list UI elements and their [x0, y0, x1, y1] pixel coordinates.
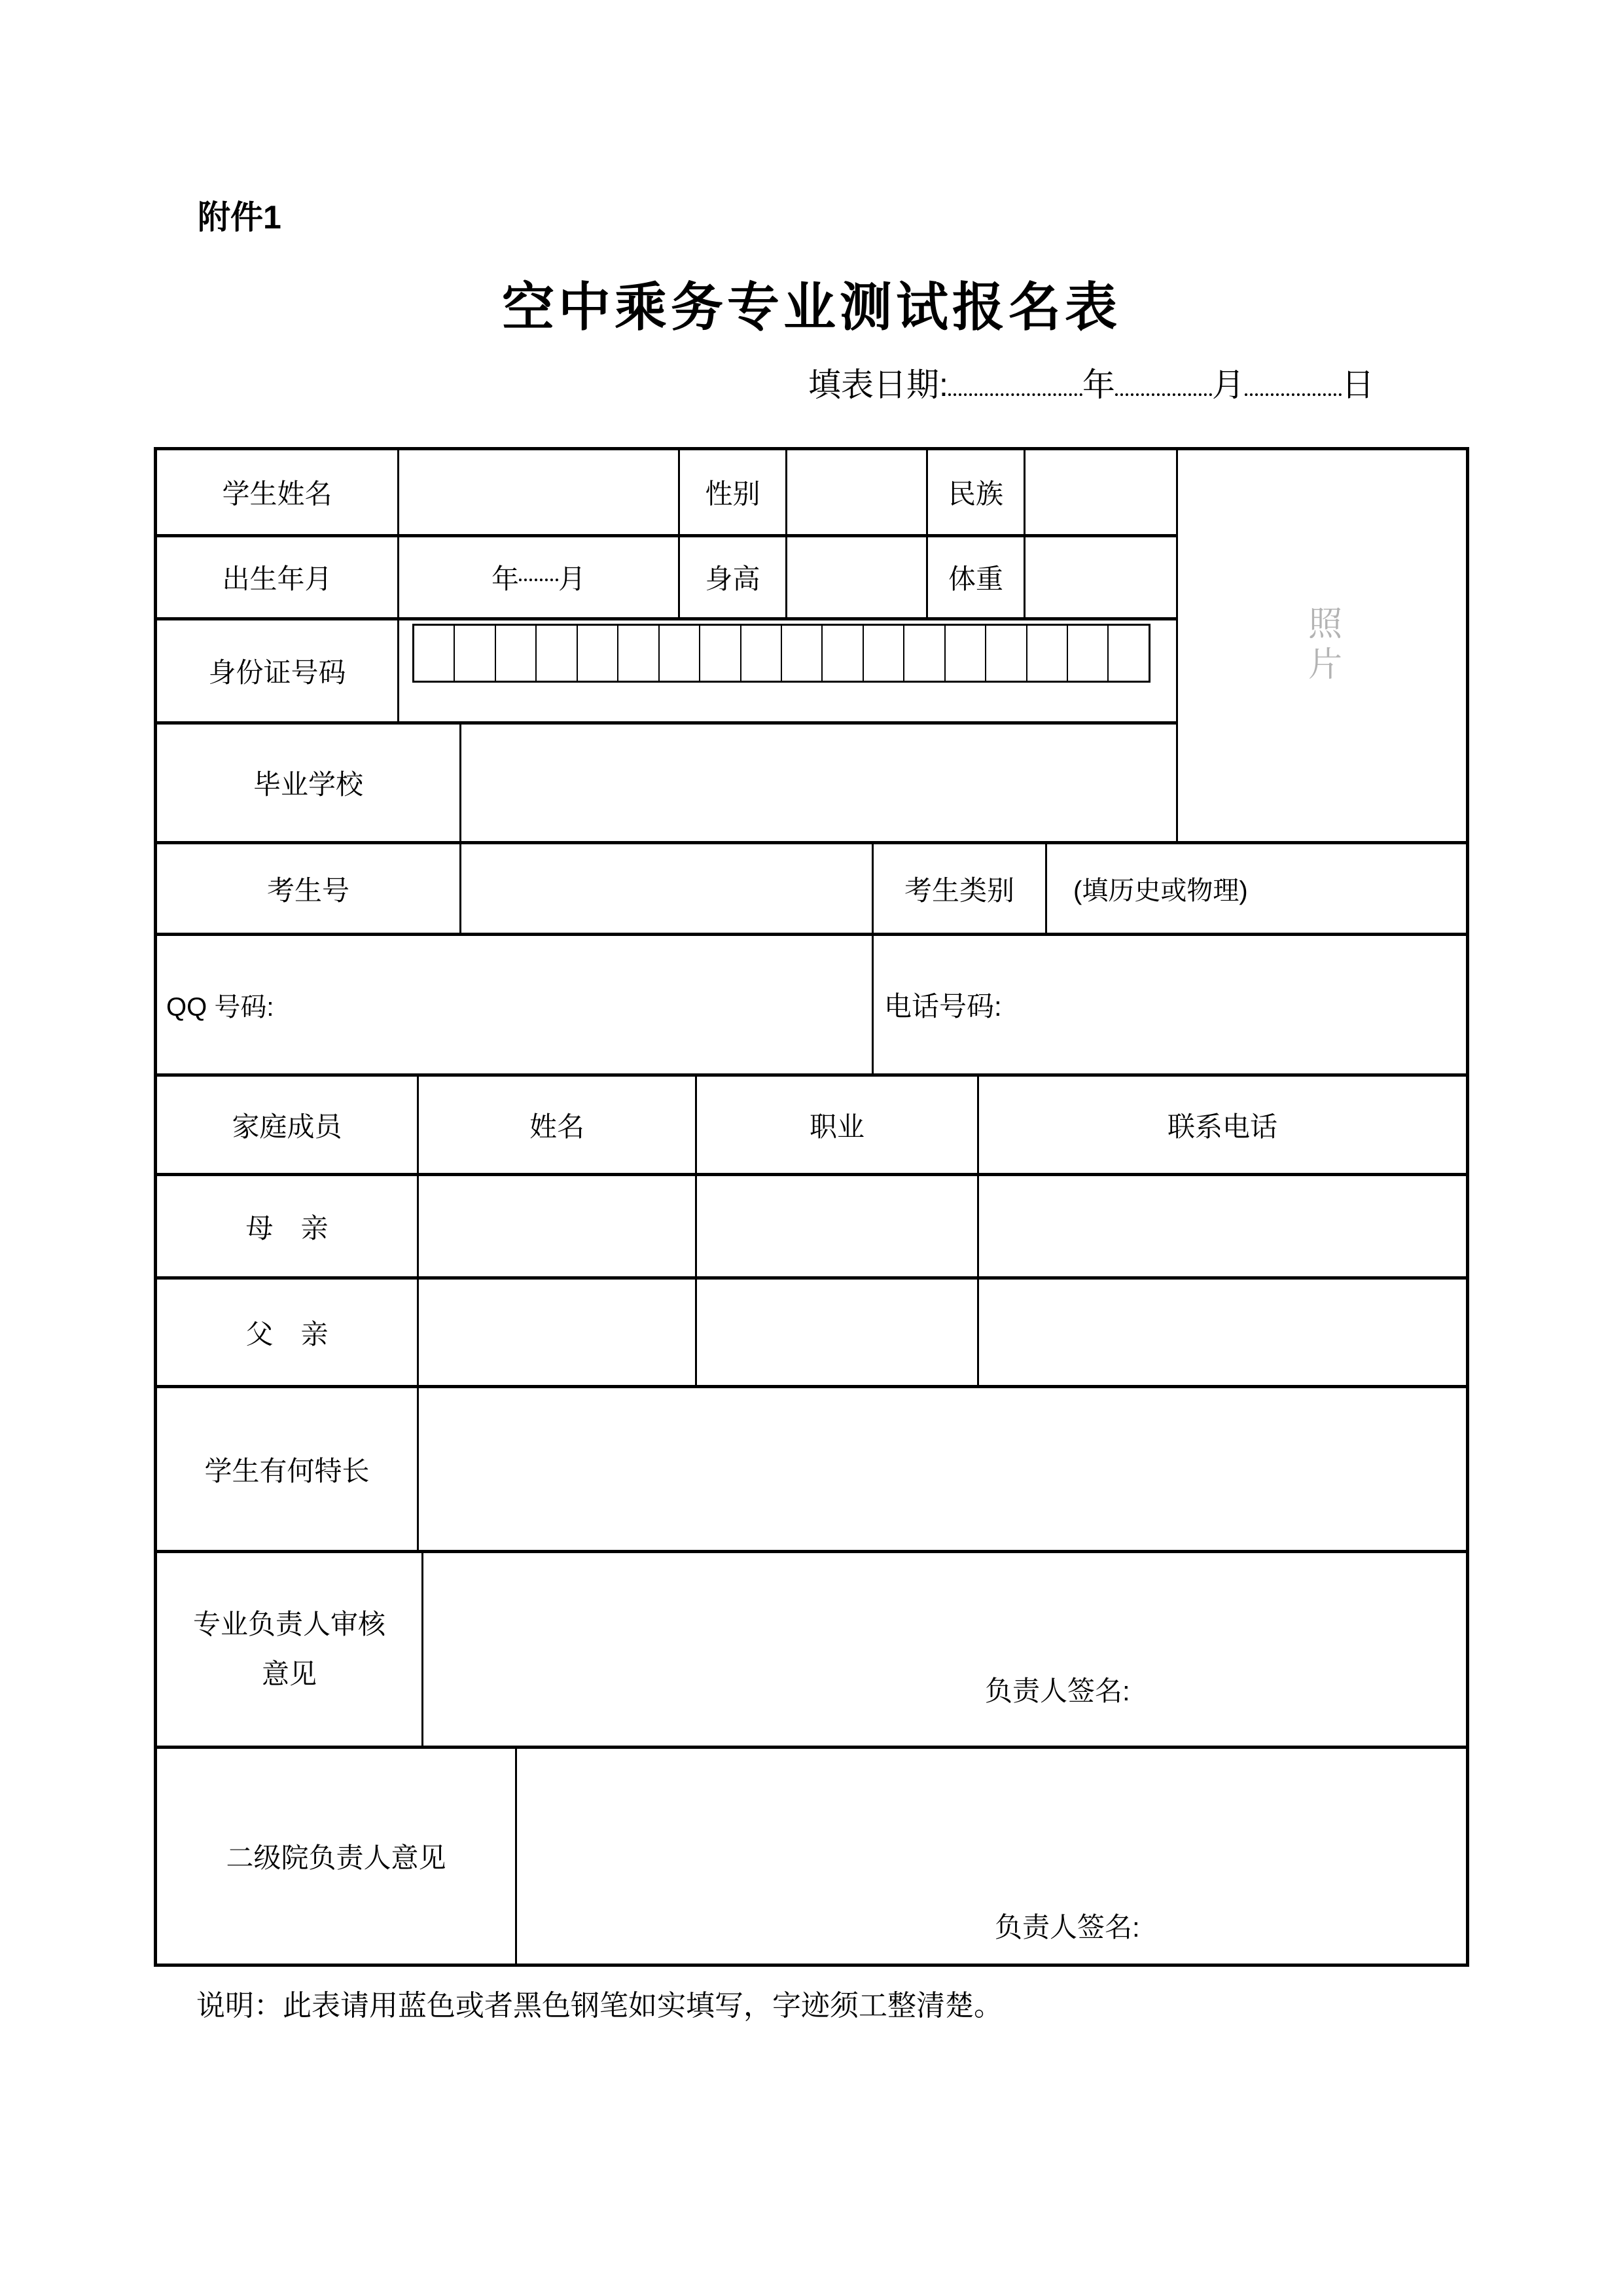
- gender-label: 性别: [680, 450, 787, 534]
- row-specialty: [157, 1388, 1466, 1553]
- row-major-review: [157, 1553, 1466, 1749]
- mother-occupation-input[interactable]: [697, 1176, 979, 1276]
- date-day-blank[interactable]: [1245, 388, 1342, 396]
- id-digit-box[interactable]: [414, 626, 455, 681]
- student-name-input[interactable]: [399, 450, 680, 534]
- date-prefix-label: 填表日期:: [808, 367, 948, 403]
- id-digit-box[interactable]: [782, 626, 823, 681]
- family-member-header: 家庭成员: [157, 1077, 419, 1173]
- candidate-type-input[interactable]: [1047, 844, 1466, 933]
- date-day-label: 日: [1341, 367, 1374, 403]
- mother-name-input[interactable]: [419, 1176, 697, 1276]
- birth-date-input[interactable]: [399, 537, 680, 617]
- birth-date-label: 出生年月: [157, 537, 399, 617]
- id-digit-box[interactable]: [904, 626, 945, 681]
- date-month-blank[interactable]: [1115, 388, 1212, 396]
- page-title: 空中乘务专业测试报名表: [502, 278, 1121, 336]
- major-review-label-line1: 专业负责人审核: [192, 1609, 385, 1640]
- birth-month-label: 月: [558, 563, 586, 594]
- major-review-label: [157, 1553, 423, 1746]
- phone-input[interactable]: [874, 936, 1466, 1073]
- id-digit-box[interactable]: [496, 626, 537, 681]
- top-left-rows: [157, 450, 1176, 841]
- date-line: [808, 359, 1374, 406]
- date-year-label: 年: [1082, 367, 1115, 403]
- mother-phone-input[interactable]: [979, 1176, 1466, 1276]
- date-year-blank[interactable]: [948, 388, 1082, 396]
- occupation-header: 职业: [697, 1077, 979, 1173]
- id-digit-box[interactable]: [946, 626, 986, 681]
- birth-blank[interactable]: [519, 573, 558, 581]
- id-number-label: 身份证号码: [157, 620, 399, 721]
- weight-label: 体重: [928, 537, 1026, 617]
- row-student-name: [157, 450, 1176, 537]
- id-digit-box[interactable]: [1068, 626, 1109, 681]
- id-digit-box[interactable]: [741, 626, 782, 681]
- birth-year-label: 年: [491, 563, 519, 594]
- row-contact: [157, 936, 1466, 1077]
- qq-input[interactable]: [157, 936, 874, 1073]
- id-digit-box[interactable]: [455, 626, 495, 681]
- id-digit-box[interactable]: [823, 626, 863, 681]
- height-label: 身高: [680, 537, 787, 617]
- id-digit-box[interactable]: [537, 626, 577, 681]
- top-section: [157, 450, 1466, 844]
- college-review-input[interactable]: [517, 1749, 1466, 1964]
- specialty-label: 学生有何特长: [157, 1388, 419, 1550]
- father-name-input[interactable]: [419, 1280, 697, 1385]
- photo-box[interactable]: [1176, 450, 1466, 841]
- candidate-type-label: 考生类别: [874, 844, 1047, 933]
- row-father: [157, 1280, 1466, 1388]
- major-review-label-line2: 意见: [261, 1659, 317, 1689]
- phone-label: 电话号码:: [884, 991, 1002, 1022]
- name-header: 姓名: [419, 1077, 697, 1173]
- photo-placeholder-label: 照片: [1302, 605, 1341, 687]
- candidate-no-input[interactable]: [461, 844, 874, 933]
- school-label: 毕业学校: [157, 725, 461, 841]
- id-digit-box[interactable]: [618, 626, 659, 681]
- gender-input[interactable]: [787, 450, 928, 534]
- school-input[interactable]: [461, 725, 1176, 841]
- father-phone-input[interactable]: [979, 1280, 1466, 1385]
- id-digit-box[interactable]: [578, 626, 618, 681]
- specialty-input[interactable]: [419, 1388, 1466, 1550]
- candidate-no-label: 考生号: [157, 844, 461, 933]
- id-digit-box[interactable]: [864, 626, 904, 681]
- weight-input[interactable]: [1026, 537, 1176, 617]
- major-review-input[interactable]: [423, 1553, 1466, 1746]
- date-month-label: 月: [1211, 367, 1245, 403]
- registration-form-table: [154, 447, 1469, 1967]
- row-mother: [157, 1176, 1466, 1280]
- id-digit-box[interactable]: [986, 626, 1027, 681]
- instruction-note: 说明：此表请用蓝色或者黑色钢笔如实填写，字迹须工整清楚。: [196, 1990, 1003, 2022]
- father-occupation-input[interactable]: [697, 1280, 979, 1385]
- id-digit-box[interactable]: [1027, 626, 1068, 681]
- college-review-label: 二级院负责人意见: [157, 1749, 517, 1964]
- mother-label: 母 亲: [157, 1176, 419, 1276]
- attachment-label: 附件1: [198, 199, 281, 236]
- ethnicity-input[interactable]: [1026, 450, 1176, 534]
- candidate-type-hint: (填历史或物理): [1073, 876, 1248, 905]
- row-school: [157, 725, 1176, 841]
- college-signature-label: 负责人签名:: [995, 1912, 1140, 1943]
- id-digit-box[interactable]: [1109, 626, 1148, 681]
- student-name-label: 学生姓名: [157, 450, 399, 534]
- ethnicity-label: 民族: [928, 450, 1026, 534]
- row-candidate: [157, 844, 1466, 936]
- id-boxes: [412, 624, 1150, 683]
- height-input[interactable]: [787, 537, 928, 617]
- id-number-input-area: [399, 620, 1176, 721]
- id-digit-box[interactable]: [660, 626, 700, 681]
- id-digit-box[interactable]: [700, 626, 741, 681]
- row-family-header: [157, 1077, 1466, 1176]
- row-birth: [157, 537, 1176, 620]
- contact-phone-header: 联系电话: [1167, 1111, 1277, 1142]
- father-label: 父 亲: [157, 1280, 419, 1385]
- qq-label: QQ 号码:: [166, 992, 274, 1022]
- major-signature-label: 负责人签名:: [985, 1676, 1130, 1706]
- row-id-number: [157, 620, 1176, 725]
- row-college-review: [157, 1749, 1466, 1964]
